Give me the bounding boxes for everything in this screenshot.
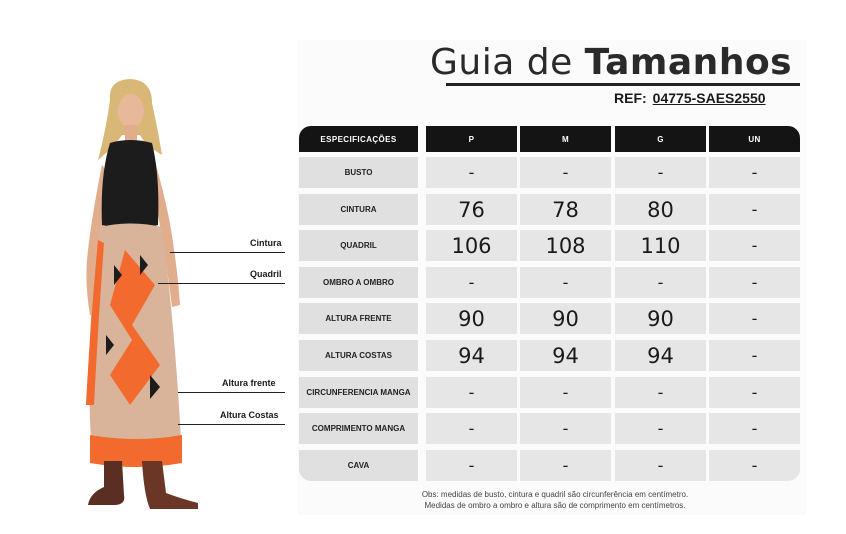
- model-face: [118, 94, 144, 128]
- size-value-cell: -: [426, 413, 517, 444]
- title-light: Guia de: [430, 42, 573, 83]
- measure-line-altura-costas: [178, 424, 285, 425]
- measure-label-quadril: Quadril: [250, 269, 282, 279]
- model-boot-left: [88, 461, 124, 505]
- row-label: BUSTO: [299, 157, 418, 188]
- header-cell: UN: [709, 126, 800, 152]
- size-value-cell: -: [709, 230, 800, 261]
- size-value-cell: 90: [426, 303, 517, 334]
- row-label: CIRCUNFERENCIA MANGA: [299, 377, 418, 408]
- skirt-hem: [90, 435, 182, 467]
- row-label: OMBRO A OMBRO: [299, 267, 418, 298]
- size-value-cell: -: [709, 194, 800, 225]
- size-value-cell: -: [520, 450, 611, 481]
- observation-note: [330, 489, 780, 511]
- size-value-cell: 94: [520, 340, 611, 371]
- row-label: ALTURA FRENTE: [299, 303, 418, 334]
- row-label: ALTURA COSTAS: [299, 340, 418, 371]
- header-cell: G: [615, 126, 706, 152]
- model-neck: [125, 125, 137, 141]
- observation-line-1: Obs: medidas de busto, cintura e quadril são circunferência em centímetro.: [421, 490, 689, 499]
- size-value-cell: 106: [426, 230, 517, 261]
- size-value-cell: -: [615, 450, 706, 481]
- size-value-cell: -: [520, 267, 611, 298]
- size-value-cell: 90: [520, 303, 611, 334]
- size-value-cell: -: [426, 377, 517, 408]
- size-value-cell: -: [709, 157, 800, 188]
- measure-label-altura-frente: Altura frente: [222, 378, 276, 388]
- row-label: QUADRIL: [299, 230, 418, 261]
- size-value-cell: -: [709, 377, 800, 408]
- size-value-cell: 94: [615, 340, 706, 371]
- row-label: CAVA: [299, 450, 418, 481]
- size-value-cell: -: [709, 450, 800, 481]
- size-value-cell: 94: [426, 340, 517, 371]
- size-value-cell: 110: [615, 230, 706, 261]
- size-value-cell: -: [426, 450, 517, 481]
- size-value-cell: -: [520, 157, 611, 188]
- header-cell: M: [520, 126, 611, 152]
- header-cell: ESPECIFICAÇÕES: [299, 126, 418, 152]
- measure-label-cintura: Cintura: [250, 238, 282, 248]
- measure-line-altura-frente: [178, 392, 285, 393]
- row-label: CINTURA: [299, 194, 418, 225]
- size-value-cell: 80: [615, 194, 706, 225]
- size-value-cell: -: [615, 413, 706, 444]
- row-label: COMPRIMENTO MANGA: [299, 413, 418, 444]
- size-value-cell: 90: [615, 303, 706, 334]
- size-value-cell: -: [709, 267, 800, 298]
- size-value-cell: -: [709, 413, 800, 444]
- size-value-cell: -: [615, 267, 706, 298]
- model-boot-right: [142, 461, 198, 509]
- ref-code: 04775-SAES2550: [652, 90, 766, 106]
- size-value-cell: 108: [520, 230, 611, 261]
- header-cell: P: [426, 126, 517, 152]
- title-bold: Tamanhos: [584, 42, 793, 83]
- size-value-cell: -: [709, 340, 800, 371]
- size-value-cell: 76: [426, 194, 517, 225]
- measure-label-altura-costas: Altura Costas: [220, 410, 279, 420]
- measure-line-quadril: [158, 283, 285, 284]
- product-ref: [614, 90, 766, 106]
- page-title: [430, 42, 792, 83]
- size-value-cell: -: [520, 377, 611, 408]
- ref-label: REF:: [614, 90, 647, 106]
- size-value-cell: -: [615, 157, 706, 188]
- size-value-cell: -: [426, 267, 517, 298]
- size-value-cell: -: [426, 157, 517, 188]
- title-underline: [446, 83, 800, 86]
- size-value-cell: -: [709, 303, 800, 334]
- measure-line-cintura: [170, 252, 285, 253]
- model-top: [102, 140, 159, 229]
- size-value-cell: -: [520, 413, 611, 444]
- observation-line-2: Medidas de ombro a ombro e altura são de comprimento em centímetros.: [424, 501, 686, 510]
- size-value-cell: 78: [520, 194, 611, 225]
- model-illustration: [70, 75, 210, 515]
- size-value-cell: -: [615, 377, 706, 408]
